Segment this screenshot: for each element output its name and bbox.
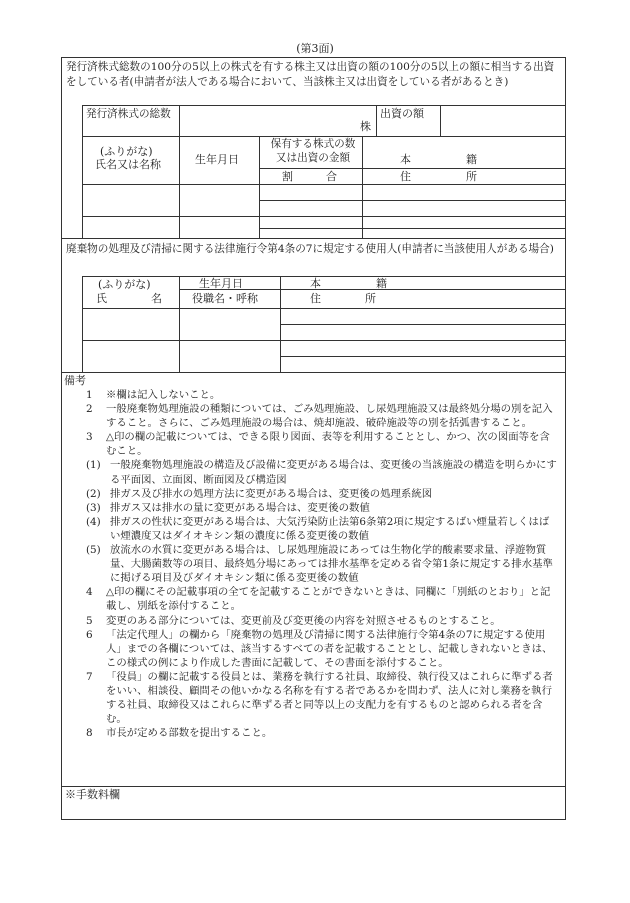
employee-birthdate-label: 生年月日 xyxy=(199,277,243,290)
note-text: 排ガス及び排水の処理方法に変更がある場合は、変更後の処理系統図 xyxy=(110,487,433,500)
note-number: (4) xyxy=(86,515,101,528)
note-number: (3) xyxy=(86,501,101,514)
furigana-label: (ふりがな) xyxy=(100,145,153,158)
note-number: 3 xyxy=(86,431,93,444)
note-text: 一般廃棄物処理施設の種類については、ごみ処理施設、し尿処理施設又は最終処分場の別を記入すること。さらに、ごみ処理施設の場合は、焼却施設、破砕施設等の別を括弧書すること。 xyxy=(106,403,553,430)
note-number: (5) xyxy=(86,544,101,557)
note-number: (1) xyxy=(86,459,101,472)
notes-section xyxy=(66,374,558,740)
note-item xyxy=(66,515,558,543)
note-item xyxy=(66,388,558,402)
fee-label: ※手数料欄 xyxy=(65,788,120,801)
ratio-label: 割 合 xyxy=(282,170,337,183)
note-item xyxy=(66,501,558,515)
shareholder-section-heading: 発行済株式総数の100分の5以上の株式を有する株主又は出資の額の100分の5以上の額に相当する出資をしている者(申請者が法人である場合において、当該株主又は出資をしている者があるとき) xyxy=(66,61,555,88)
shares-unit: 株 xyxy=(360,120,371,133)
note-text: 市長が定める部数を提出すること。 xyxy=(106,727,273,740)
employee-name-label: 氏 名 xyxy=(96,292,162,305)
name-label: 氏名又は名称 xyxy=(95,158,161,171)
note-item xyxy=(66,726,558,740)
note-text: 「役員」の欄に記載する役員とは、業務を執行する社員、取締役、執行役又はこれらに準ずる者をいい、相談役、顧問その他いかなる名称を有する者であるかを問わず、法人に対し業務を執行する社員、取締役又はこれらに準ずる者と同等以上の支配力を有するものと認められる者を含む。 xyxy=(106,670,553,726)
note-item xyxy=(66,585,558,613)
notes-title: 備考 xyxy=(64,374,86,387)
note-item xyxy=(66,487,558,501)
note-item xyxy=(66,402,558,430)
note-number: 8 xyxy=(86,727,93,740)
note-number: 6 xyxy=(86,628,93,641)
note-text: △印の欄の記載については、できる限り図面、表等を利用することとし、かつ、次の図面等を含むこと。 xyxy=(106,431,550,458)
employee-furigana-label: (ふりがな) xyxy=(98,278,151,291)
note-text: ※欄は記入しないこと。 xyxy=(106,389,221,401)
note-item xyxy=(66,628,558,670)
note-number: (2) xyxy=(86,487,101,500)
note-text: 排ガスの性状に変更がある場合は、大気汚染防止法第6条第2項に規定するばい煙量若しくはばい煙濃度又はダイオキシン類の濃度に係る変更後の数値 xyxy=(110,515,550,542)
note-text: △印の欄にその記載事項の全てを記載することができないときは、同欄に「別紙のとおり」と記載し、別紙を添付すること。 xyxy=(106,586,551,613)
note-number: 1 xyxy=(86,389,93,401)
employee-section-heading: 廃棄物の処理及び清掃に関する法律施行令第4条の7に規定する使用人(申請者に当該使用人がある場合) xyxy=(66,243,554,255)
form-frame xyxy=(61,57,566,820)
investment-label: 出資の額 xyxy=(380,107,424,120)
note-item xyxy=(66,670,558,726)
page-label: (第3面) xyxy=(296,42,334,55)
note-text: 放流水の水質に変更がある場合は、し尿処理施設にあっては生物化学的酸素要求量、浮遊物質量、大腸菌数等の項目、最終処分場にあっては排水基準を定める省令第1条に規定する排水基準に掲げる項目及びダイオキシン類に係る変更後の数値 xyxy=(110,544,553,585)
birthdate-label: 生年月日 xyxy=(195,153,239,166)
note-number: 7 xyxy=(86,670,93,683)
note-text: 「法定代理人」の欄から「廃棄物の処理及び清掃に関する法律施行令第4条の7に規定する使用人」までの各欄については、該当するすべての者を記載することとし、記載しきれないときは、この様式の例により作成した書面に記載して、その書面を添付すること。 xyxy=(106,628,553,669)
note-item xyxy=(66,543,558,585)
note-number: 5 xyxy=(86,614,93,627)
note-text: 変更のある部分については、変更前及び変更後の内容を対照させるものとすること。 xyxy=(106,614,501,627)
note-item xyxy=(66,458,558,486)
address-label: 住 所 xyxy=(400,170,477,183)
employee-honseki-label: 本 籍 xyxy=(310,277,387,290)
notes-list xyxy=(66,388,558,740)
note-number: 4 xyxy=(86,586,93,599)
note-text: 排ガス又は排水の量に変更がある場合は、変更後の数値 xyxy=(110,501,370,514)
total-shares-label: 発行済株式の総数 xyxy=(86,108,171,120)
note-text: 一般廃棄物処理施設の構造及び設備に変更がある場合は、変更後の当該施設の構造を明らかにする平面図、立面図、断面図及び構造図 xyxy=(110,459,557,486)
employee-position-label: 役職名・呼称 xyxy=(192,292,258,305)
note-item xyxy=(66,430,558,458)
honseki-label: 本 籍 xyxy=(400,153,477,166)
note-item xyxy=(66,614,558,628)
holding-label: 保有する株式の数又は出資の金額 xyxy=(270,138,356,164)
note-number: 2 xyxy=(86,403,93,416)
employee-address-label: 住 所 xyxy=(310,292,376,305)
